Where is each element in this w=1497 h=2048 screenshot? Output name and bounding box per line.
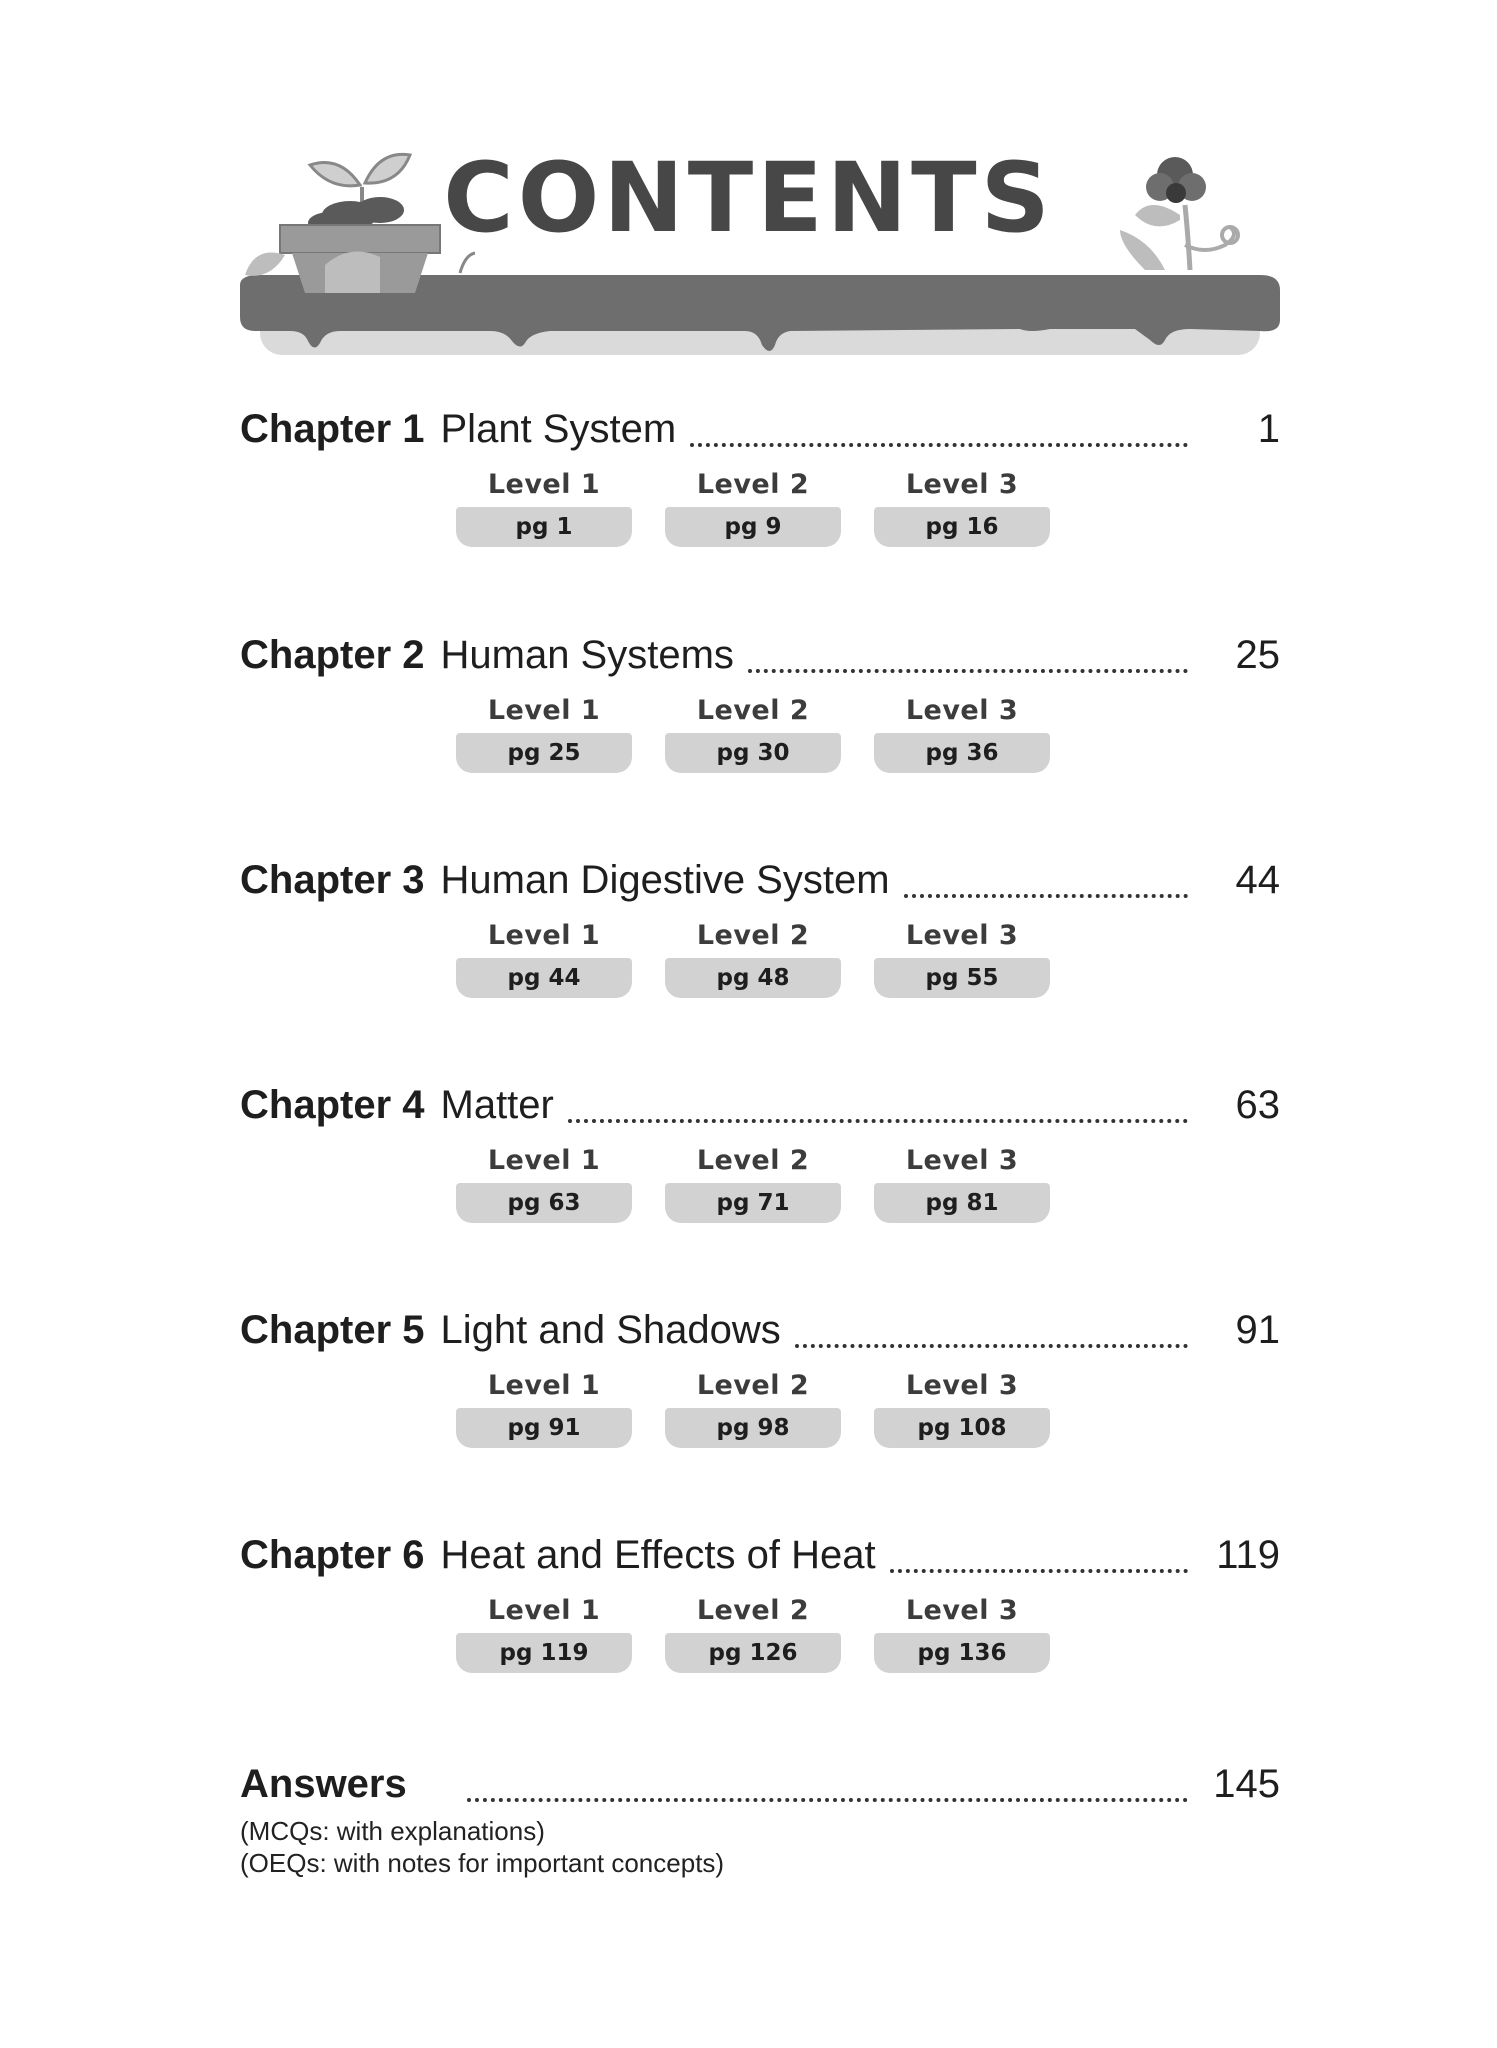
level-3-entry[interactable] — [874, 1595, 1050, 1675]
level-label: Level 3 — [905, 920, 1019, 951]
level-2-entry[interactable] — [665, 1145, 841, 1225]
level-page-pill: pg 126 — [665, 1633, 841, 1673]
level-1-entry[interactable] — [456, 1595, 632, 1675]
level-label: Level 1 — [487, 920, 601, 951]
level-2-entry[interactable] — [665, 695, 841, 775]
chapter-page-number: 44 — [1235, 858, 1280, 902]
dot-leader — [904, 894, 1188, 898]
level-page-pill: pg 48 — [665, 958, 841, 998]
level-page-pill: pg 119 — [456, 1633, 632, 1673]
level-page-pill: pg 9 — [665, 507, 841, 547]
level-page-pill: pg 25 — [456, 733, 632, 773]
level-page-pill: pg 91 — [456, 1408, 632, 1448]
chapter-page-number: 91 — [1235, 1308, 1280, 1352]
level-page-pill: pg 108 — [874, 1408, 1050, 1448]
chapter-page-number: 25 — [1235, 633, 1280, 677]
chapter-page-number: 1 — [1257, 407, 1280, 451]
chapter-entry-3[interactable] — [240, 858, 1280, 1028]
level-page-pill: pg 55 — [874, 958, 1050, 998]
chapter-entry-5[interactable] — [240, 1308, 1280, 1478]
chapter-label: Chapter 4 — [240, 1083, 425, 1127]
level-2-entry[interactable] — [665, 920, 841, 1000]
chapter-title: Plant System — [440, 407, 677, 451]
level-page-pill: pg 44 — [456, 958, 632, 998]
chapter-entry-6[interactable] — [240, 1533, 1280, 1703]
chapter-entry-4[interactable] — [240, 1083, 1280, 1253]
answers-label: Answers — [240, 1762, 407, 1806]
chapter-label: Chapter 2 — [240, 633, 425, 677]
dot-leader — [795, 1344, 1188, 1348]
level-page-pill: pg 136 — [874, 1633, 1050, 1673]
answers-note-oeq: (OEQs: with notes for important concepts) — [240, 1848, 725, 1878]
chapter-title: Human Systems — [440, 633, 734, 677]
chapter-label: Chapter 3 — [240, 858, 425, 902]
level-label: Level 2 — [696, 920, 810, 951]
level-page-pill: pg 16 — [874, 507, 1050, 547]
level-page-pill: pg 71 — [665, 1183, 841, 1223]
level-label: Level 1 — [487, 1595, 601, 1626]
level-page-pill: pg 63 — [456, 1183, 632, 1223]
chapter-page-number: 119 — [1216, 1533, 1280, 1577]
level-label: Level 3 — [905, 695, 1019, 726]
level-3-entry[interactable] — [874, 920, 1050, 1000]
level-page-pill: pg 98 — [665, 1408, 841, 1448]
level-label: Level 1 — [487, 695, 601, 726]
chapter-title: Light and Shadows — [440, 1308, 781, 1352]
level-1-entry[interactable] — [456, 1370, 632, 1450]
level-3-entry[interactable] — [874, 1145, 1050, 1225]
level-label: Level 2 — [696, 695, 810, 726]
level-page-pill: pg 1 — [456, 507, 632, 547]
level-2-entry[interactable] — [665, 1595, 841, 1675]
chapter-page-number: 63 — [1235, 1083, 1280, 1127]
level-1-entry[interactable] — [456, 1145, 632, 1225]
level-3-entry[interactable] — [874, 1370, 1050, 1450]
level-label: Level 3 — [905, 1370, 1019, 1401]
answers-page-number: 145 — [1213, 1762, 1280, 1806]
level-3-entry[interactable] — [874, 469, 1050, 549]
level-label: Level 3 — [905, 469, 1019, 500]
chapter-entry-2[interactable] — [240, 633, 1280, 803]
level-page-pill: pg 36 — [874, 733, 1050, 773]
chapter-title: Matter — [440, 1083, 554, 1127]
page-title: CONTENTS — [443, 142, 1054, 254]
level-page-pill: pg 30 — [665, 733, 841, 773]
dot-leader — [568, 1119, 1188, 1123]
level-label: Level 3 — [905, 1145, 1019, 1176]
level-label: Level 2 — [696, 1370, 810, 1401]
level-1-entry[interactable] — [456, 920, 632, 1000]
level-2-entry[interactable] — [665, 469, 841, 549]
chapter-entry-1[interactable] — [240, 407, 1280, 577]
level-label: Level 3 — [905, 1595, 1019, 1626]
level-label: Level 2 — [696, 1595, 810, 1626]
level-1-entry[interactable] — [456, 695, 632, 775]
chapter-title: Heat and Effects of Heat — [440, 1533, 876, 1577]
level-label: Level 1 — [487, 1370, 601, 1401]
level-label: Level 1 — [487, 1145, 601, 1176]
answers-note-mcq: (MCQs: with explanations) — [240, 1816, 545, 1846]
level-page-pill: pg 81 — [874, 1183, 1050, 1223]
level-label: Level 1 — [487, 469, 601, 500]
level-label: Level 2 — [696, 469, 810, 500]
level-label: Level 2 — [696, 1145, 810, 1176]
answers-entry[interactable] — [240, 1762, 1280, 1882]
chapter-label: Chapter 6 — [240, 1533, 425, 1577]
chapter-title: Human Digestive System — [440, 858, 890, 902]
chapter-label: Chapter 1 — [240, 407, 425, 451]
dot-leader — [690, 443, 1188, 447]
chapter-label: Chapter 5 — [240, 1308, 425, 1352]
dot-leader — [748, 669, 1188, 673]
dot-leader — [890, 1569, 1188, 1573]
level-3-entry[interactable] — [874, 695, 1050, 775]
level-1-entry[interactable] — [456, 469, 632, 549]
dot-leader — [467, 1798, 1188, 1802]
level-2-entry[interactable] — [665, 1370, 841, 1450]
